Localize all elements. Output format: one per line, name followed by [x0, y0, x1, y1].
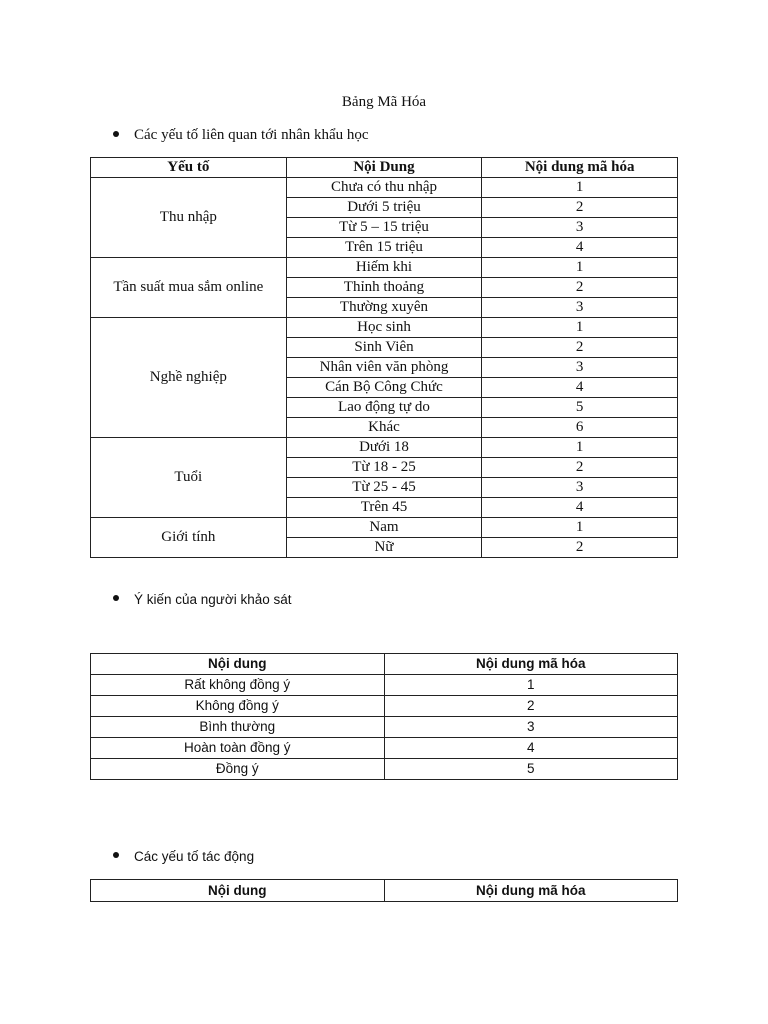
bullet-icon — [113, 131, 119, 137]
section-heading-text: Các yếu tố liên quan tới nhân khẩu học — [134, 127, 369, 143]
section-heading-text: Các yếu tố tác động — [134, 849, 255, 864]
code-cell: 1 — [482, 318, 678, 338]
code-cell: 5 — [482, 398, 678, 418]
content-cell: Dưới 18 — [286, 438, 482, 458]
code-cell: 1 — [482, 258, 678, 278]
column-header: Nội dung — [91, 880, 385, 902]
section-heading-demographics — [113, 127, 369, 144]
factor-cell: Thu nhập — [91, 178, 287, 258]
content-cell: Thường xuyên — [286, 298, 482, 318]
code-cell: 2 — [482, 538, 678, 558]
content-cell: Khác — [286, 418, 482, 438]
factors-table — [90, 879, 678, 902]
table-row — [91, 759, 678, 780]
factor-cell: Tần suất mua sắm online — [91, 258, 287, 318]
table-row — [91, 696, 678, 717]
content-cell: Nữ — [286, 538, 482, 558]
code-cell: 2 — [384, 696, 678, 717]
column-header: Nội dung mã hóa — [482, 158, 678, 178]
section-heading-opinions — [113, 592, 291, 607]
content-cell: Từ 18 - 25 — [286, 458, 482, 478]
table-header-row — [91, 880, 678, 902]
table-row — [91, 518, 678, 538]
table-header-row — [91, 158, 678, 178]
content-cell: Học sinh — [286, 318, 482, 338]
table-row — [91, 717, 678, 738]
section-heading-text: Ý kiến của người khảo sát — [134, 592, 292, 607]
content-cell: Thỉnh thoảng — [286, 278, 482, 298]
opinion-table — [90, 653, 678, 780]
code-cell: 2 — [482, 338, 678, 358]
table-header-row — [91, 654, 678, 675]
code-cell: 2 — [482, 458, 678, 478]
code-cell: 2 — [482, 278, 678, 298]
code-cell: 4 — [384, 738, 678, 759]
demographics-table — [90, 157, 678, 558]
content-cell: Cán Bộ Công Chức — [286, 378, 482, 398]
code-cell: 1 — [482, 518, 678, 538]
content-cell: Lao động tự do — [286, 398, 482, 418]
code-cell: 3 — [384, 717, 678, 738]
content-cell: Đồng ý — [91, 759, 385, 780]
page-title: Bảng Mã Hóa — [341, 94, 427, 110]
content-cell: Từ 25 - 45 — [286, 478, 482, 498]
code-cell: 3 — [482, 218, 678, 238]
column-header: Nội dung mã hóa — [384, 654, 678, 675]
content-cell: Rất không đồng ý — [91, 675, 385, 696]
code-cell: 1 — [482, 438, 678, 458]
content-cell: Từ 5 – 15 triệu — [286, 218, 482, 238]
code-cell: 1 — [482, 178, 678, 198]
code-cell: 5 — [384, 759, 678, 780]
code-cell: 2 — [482, 198, 678, 218]
content-cell: Hoàn toàn đồng ý — [91, 738, 385, 759]
content-cell: Trên 15 triệu — [286, 238, 482, 258]
table-row — [91, 438, 678, 458]
content-cell: Trên 45 — [286, 498, 482, 518]
column-header: Nội dung — [91, 654, 385, 675]
column-header: Nội Dung — [286, 158, 482, 178]
code-cell: 4 — [482, 238, 678, 258]
table-row — [91, 178, 678, 198]
code-cell: 4 — [482, 378, 678, 398]
code-cell: 3 — [482, 358, 678, 378]
code-cell: 3 — [482, 478, 678, 498]
content-cell: Không đồng ý — [91, 696, 385, 717]
content-cell: Sinh Viên — [286, 338, 482, 358]
factor-cell: Giới tính — [91, 518, 287, 558]
code-cell: 3 — [482, 298, 678, 318]
column-header: Nội dung mã hóa — [384, 880, 678, 902]
table-row — [91, 258, 678, 278]
table-row — [91, 675, 678, 696]
code-cell: 6 — [482, 418, 678, 438]
content-cell: Bình thường — [91, 717, 385, 738]
factor-cell: Tuổi — [91, 438, 287, 518]
bullet-icon — [113, 852, 119, 858]
factor-cell: Nghề nghiệp — [91, 318, 287, 438]
content-cell: Nhân viên văn phòng — [286, 358, 482, 378]
section-heading-factors — [113, 849, 254, 864]
code-cell: 1 — [384, 675, 678, 696]
table-row — [91, 318, 678, 338]
content-cell: Nam — [286, 518, 482, 538]
content-cell: Dưới 5 triệu — [286, 198, 482, 218]
bullet-icon — [113, 595, 119, 601]
column-header: Yếu tố — [91, 158, 287, 178]
content-cell: Chưa có thu nhập — [286, 178, 482, 198]
table-row — [91, 738, 678, 759]
code-cell: 4 — [482, 498, 678, 518]
content-cell: Hiếm khi — [286, 258, 482, 278]
